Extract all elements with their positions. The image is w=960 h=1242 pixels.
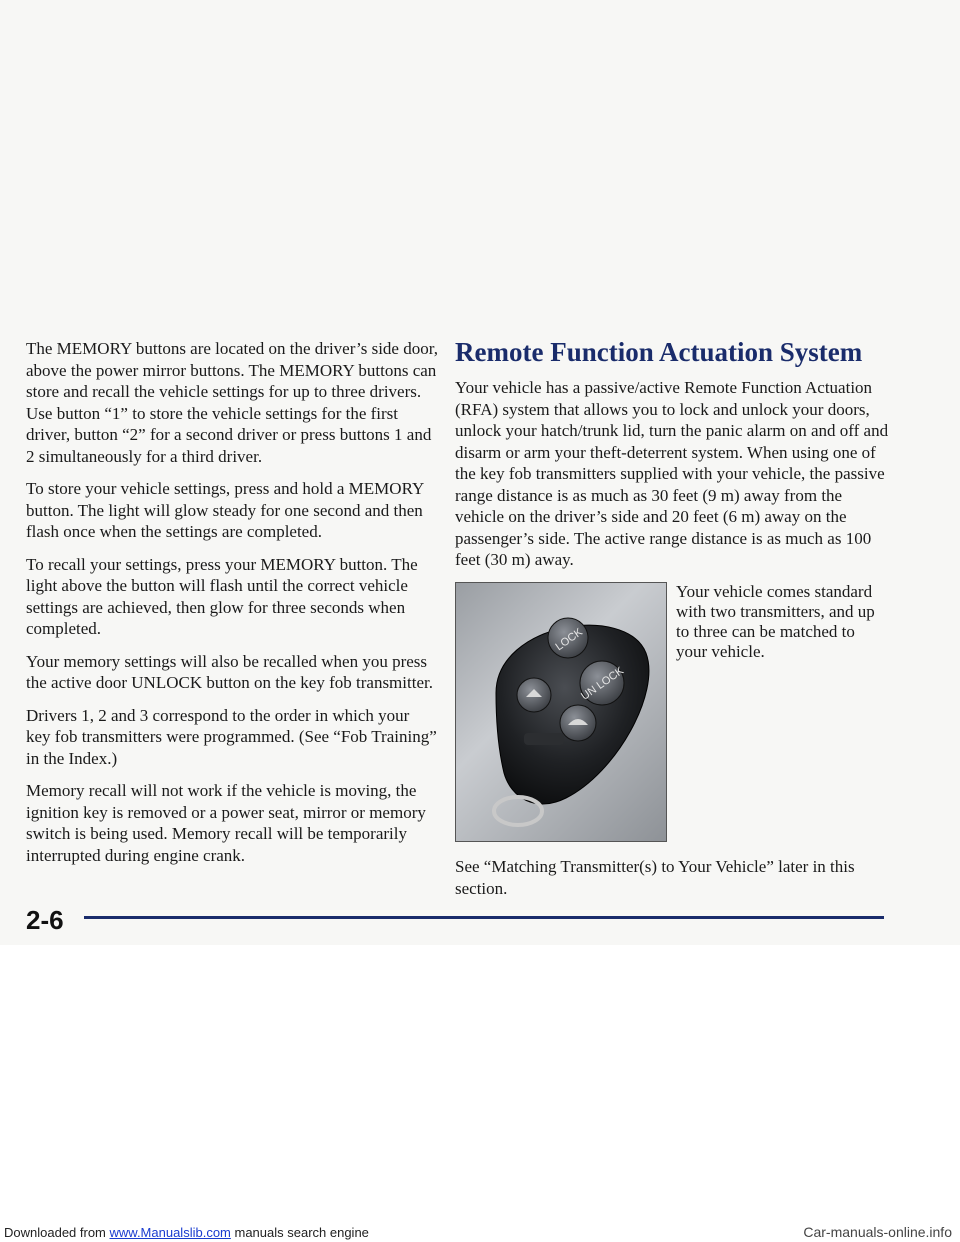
banner-prefix: Downloaded from (4, 1225, 110, 1240)
key-fob-photo (455, 582, 667, 842)
banner-suffix: manuals search engine (230, 1225, 369, 1240)
right-column (455, 336, 895, 840)
download-banner (0, 1224, 960, 1242)
paragraph-memory-buttons: The MEMORY buttons are located on the driver’s side door, above the power mirror buttons. The MEMORY buttons can store and recall the vehicle settings for up to three drivers. Use button “1” to store the vehicle settings for the first driver, button “2” for a second driver or press buttons 1 and 2 simultaneously for a third driver. (26, 339, 438, 466)
manualslib-link[interactable]: www.Manualslib.com (109, 1225, 231, 1240)
left-column (26, 338, 438, 877)
fob-caption: Your vehicle comes standard with two transmitters, and up to three can be matched to your vehicle. (676, 581, 875, 661)
fob-figure (455, 582, 895, 840)
banner-watermark: Car-manuals-online.info (803, 1224, 952, 1240)
paragraph-driver-order: Drivers 1, 2 and 3 correspond to the order in which your key fob transmitters were programmed. (See “Fob Training” in the Index.) (26, 705, 437, 768)
fob-unlock-label: UN LOCK (579, 664, 627, 703)
paragraph-rfa-intro: Your vehicle has a passive/active Remote Function Actuation (RFA) system that allows you to lock and unlock your doors, unlock your hatch/trunk lid, turn the panic alarm on and off and disarm or arm your theft-deterrent system. When using one of the key fob transmitters supplied with your vehicle, the passive range distance is as much as 30 feet (9 m) away from the vehicle on the driver’s side and 20 feet (6 m) away on the passenger’s side. The active range distance is as much as 100 feet (30 m) away. (455, 378, 889, 569)
section-heading: Remote Function Actuation System (455, 337, 863, 367)
paragraph-recall-limits: Memory recall will not work if the vehicle is moving, the ignition key is removed or a power seat, mirror or memory switch is being used. Memory recall will be temporarily interrupted during engine crank. (26, 781, 426, 865)
footer-rule (84, 916, 884, 919)
key-fob-illustration (456, 583, 666, 841)
paragraph-recall-settings: To recall your settings, press your MEMORY button. The light above the button will flash until the correct vehicle settings are achieved, then glow for three seconds when completed. (26, 554, 418, 638)
page-number: 2-6 (26, 905, 64, 935)
fob-lock-label: LOCK (553, 625, 585, 653)
paragraph-store-settings: To store your vehicle settings, press and hold a MEMORY button. The light will glow steady for one second and then flash once when the settings are completed. (26, 479, 424, 541)
see-also-reference: See “Matching Transmitter(s) to Your Vehicle” later in this section. (455, 857, 855, 898)
key-ring (494, 797, 542, 825)
banner-left-text (4, 1225, 369, 1240)
paragraph-unlock-recall: Your memory settings will also be recalled when you press the active door UNLOCK button on the key fob transmitter. (26, 651, 433, 692)
